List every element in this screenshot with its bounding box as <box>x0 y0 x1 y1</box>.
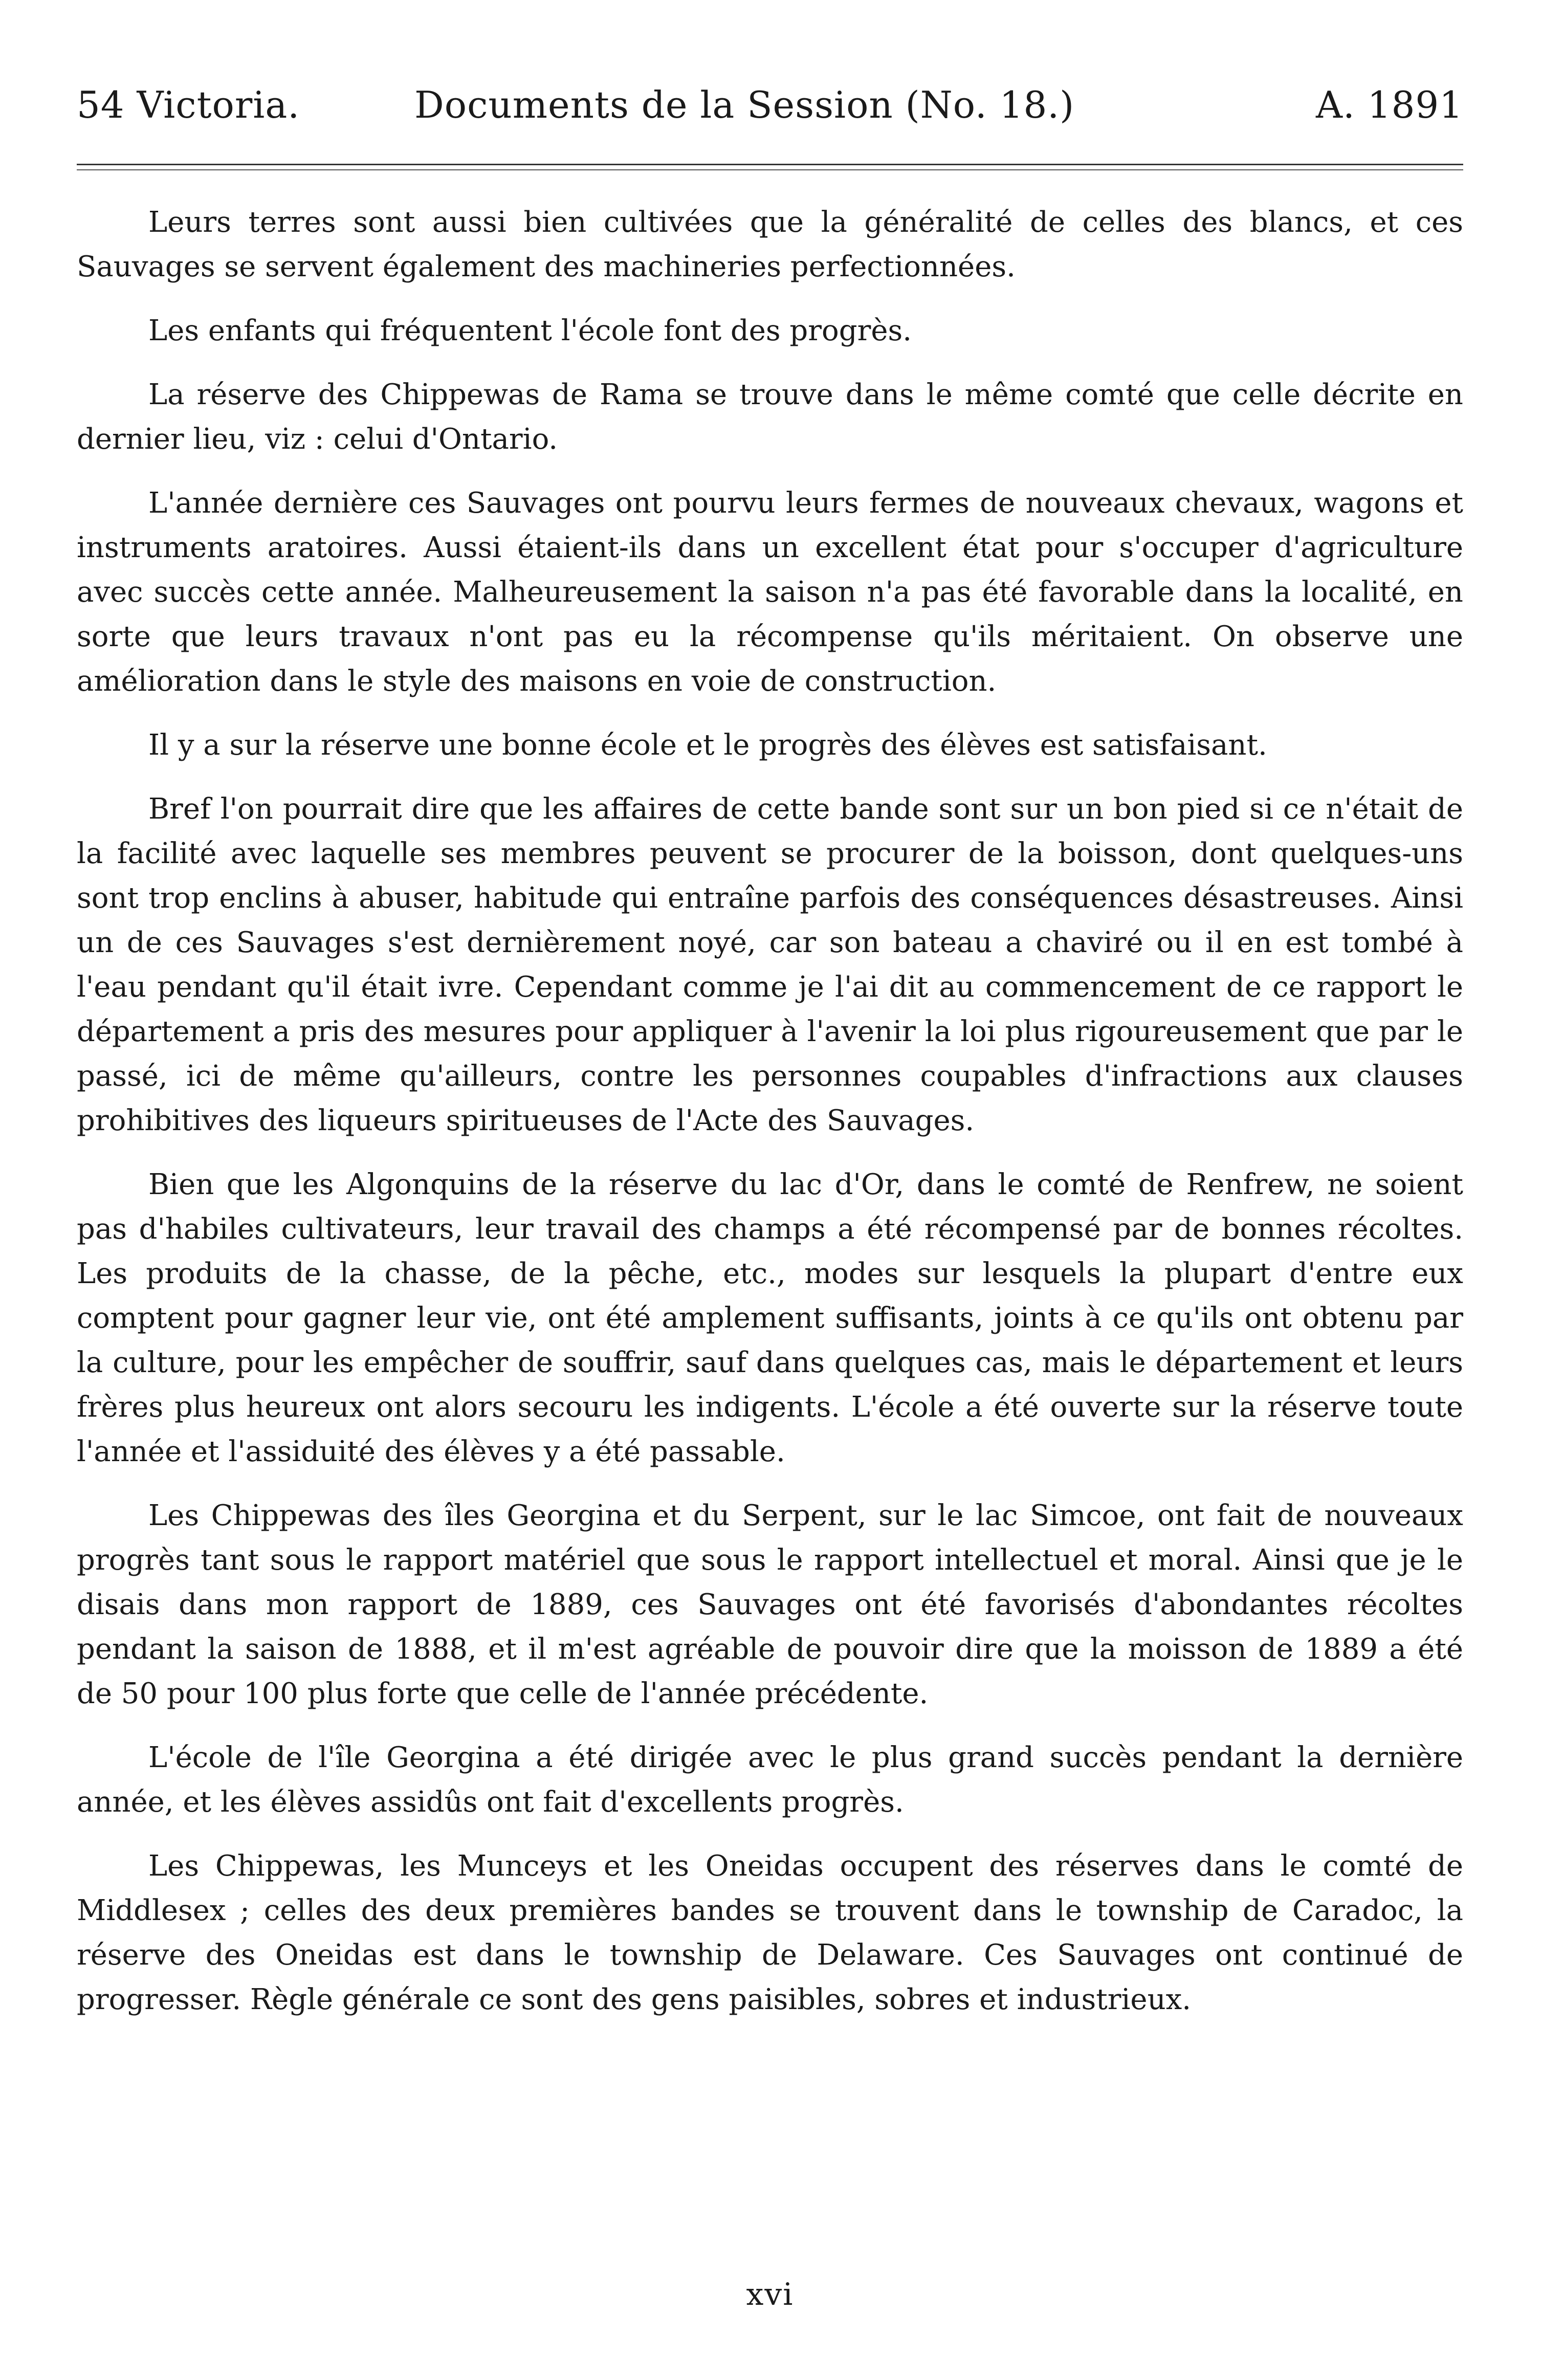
paragraph: La réserve des Chippewas de Rama se trouve dans le même comté que celle décrite en dernier lieu, viz : celui d'Ontario. <box>77 378 1463 456</box>
paragraph: L'année dernière ces Sauvages ont pourvu leurs fermes de nouveaux chevaux, wagons et instruments aratoires. Aussi étaient-ils dans un excellent état pour s'occuper d'agriculture avec succès cette année. Malheureusement la saison n'a pas été favorable dans la localité, en sorte que leurs travaux n'ont pas eu la récompense qu'ils méritaient. On observe une amélioration dans le style des maisons en voie de construction. <box>77 487 1463 698</box>
paragraph: Les Chippewas des îles Georgina et du Serpent, sur le lac Simcoe, ont fait de nouveaux progrès tant sous le rapport matériel que sous le rapport intellectuel et moral. Ainsi que je le disais dans mon rapport de 1889, ces Sauvages ont été favorisés d'abondantes récoltes pendant la saison de 1888, et il m'est agréable de pouvoir dire que la moisson de 1889 a été de 50 pour 100 plus forte que celle de l'année précédente. <box>77 1499 1463 1710</box>
document-page <box>77 77 1463 2348</box>
page-number: xvi <box>746 2277 794 2312</box>
body-text <box>77 200 1463 2022</box>
paragraph: Les enfants qui fréquentent l'école font des progrès. <box>148 314 912 347</box>
header-year: A. 1891 <box>1315 83 1463 126</box>
paragraph: Les Chippewas, les Munceys et les Oneidas occupent des réserves dans le comté de Middlesex ; celles des deux premières bandes se trouvent dans le township de Caradoc, la réserve des Oneidas est dans le township de Delaware. Ces Sauvages ont continué de progresser. Règle générale ce sont des gens paisibles, sobres et industrieux. <box>77 1849 1463 2016</box>
paragraph: Leurs terres sont aussi bien cultivées que la généralité de celles des blancs, et ces Sauvages se servent également des machineries perfectionnées. <box>77 206 1463 283</box>
paragraph: L'école de l'île Georgina a été dirigée avec le plus grand succès pendant la dernière année, et les élèves assidûs ont fait d'excellents progrès. <box>77 1741 1463 1819</box>
header-rule <box>77 164 1463 170</box>
paragraph: Bref l'on pourrait dire que les affaires de cette bande sont sur un bon pied si ce n'était de la facilité avec laquelle ses membres peuvent se procurer de la boisson, dont quelques-uns sont trop enclins à abuser, habitude qui entraîne parfois des conséquences désastreuses. Ainsi un de ces Sauvages s'est dernièrement noyé, car son bateau a chaviré ou il en est tombé à l'eau pendant qu'il était ivre. Cependant comme je l'ai dit au commencement de ce rapport le département a pris des mesures pour appliquer à l'avenir la loi plus rigoureusement que par le passé, ici de même qu'ailleurs, contre les personnes coupables d'infractions aux clauses prohibitives des liqueurs spiritueuses de l'Acte des Sauvages. <box>77 792 1463 1137</box>
paragraph: Il y a sur la réserve une bonne école et le progrès des élèves est satisfaisant. <box>148 729 1267 762</box>
header-volume: 54 Victoria. <box>77 83 300 126</box>
running-header <box>77 77 1463 133</box>
paragraph: Bien que les Algonquins de la réserve du lac d'Or, dans le comté de Renfrew, ne soient pas d'habiles cultivateurs, leur travail des champs a été récompensé par de bonnes récoltes. Les produits de la chasse, de la pêche, etc., modes sur lesquels la plupart d'entre eux comptent pour gagner leur vie, ont été amplement suffisants, joints à ce qu'ils ont obtenu par la culture, pour les empêcher de souffrir, sauf dans quelques cas, mais le département et leurs frères plus heureux ont alors secouru les indigents. L'école a été ouverte sur la réserve toute l'année et l'assiduité des élèves y a été passable. <box>77 1168 1463 1468</box>
header-title: Documents de la Session (No. 18.) <box>414 83 1075 126</box>
